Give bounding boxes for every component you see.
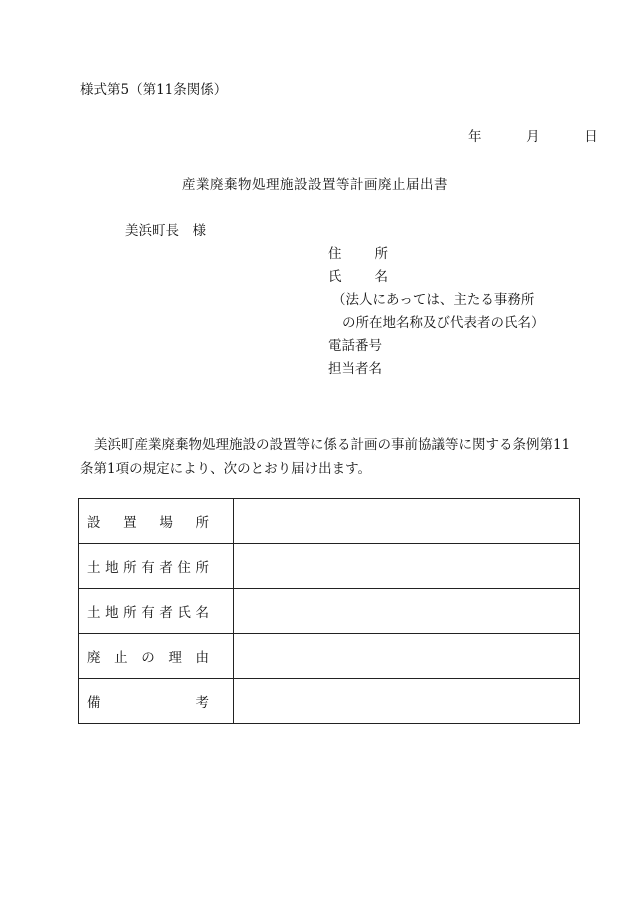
table-label-cell: [79, 544, 234, 589]
label-remarks: 備考: [87, 695, 209, 711]
info-table: [78, 498, 580, 724]
remarks-value-field[interactable]: [234, 679, 580, 724]
applicant-block: [328, 246, 545, 384]
date-day: 日: [584, 129, 598, 145]
phone-label: 電話番号: [328, 338, 382, 354]
table-label-cell: [79, 634, 234, 679]
date-month: 月: [526, 129, 540, 145]
document-title: 産業廃棄物処理施設設置等計画廃止届出書: [182, 177, 448, 193]
addressee: 美浜町長 様: [125, 223, 206, 239]
name-label: 氏名: [328, 269, 388, 285]
table-row: [79, 634, 580, 679]
corporate-note-line-2: の所在地名称及び代表者の氏名）: [342, 315, 545, 331]
table-label-cell: [79, 679, 234, 724]
table-row: [79, 679, 580, 724]
contact-label: 担当者名: [328, 361, 382, 377]
landowner-name-value-field[interactable]: [234, 589, 580, 634]
table-row: [79, 499, 580, 544]
landowner-address-value-field[interactable]: [234, 544, 580, 589]
reason-value-field[interactable]: [234, 634, 580, 679]
address-label: 住所: [328, 246, 388, 262]
label-landowner-name: 土地所有者氏名: [87, 605, 209, 621]
table-label-cell: [79, 589, 234, 634]
label-landowner-address: 土地所有者住所: [87, 560, 209, 576]
label-site: 設置場所: [87, 515, 209, 531]
corporate-note-line-1: （法人にあっては、主たる事務所: [332, 292, 535, 308]
form-number: 様式第5（第11条関係）: [80, 82, 228, 98]
table-label-cell: [79, 499, 234, 544]
table-row: [79, 544, 580, 589]
date-line: [468, 129, 598, 145]
table-row: [79, 589, 580, 634]
body-text: 美浜町産業廃棄物処理施設の設置等に係る計画の事前協議等に関する条例第11条第1項の規定により、次のとおり届け出ます。: [80, 437, 571, 477]
label-reason: 廃止の理由: [87, 650, 209, 666]
site-value-field[interactable]: [234, 499, 580, 544]
date-year: 年: [468, 129, 482, 145]
